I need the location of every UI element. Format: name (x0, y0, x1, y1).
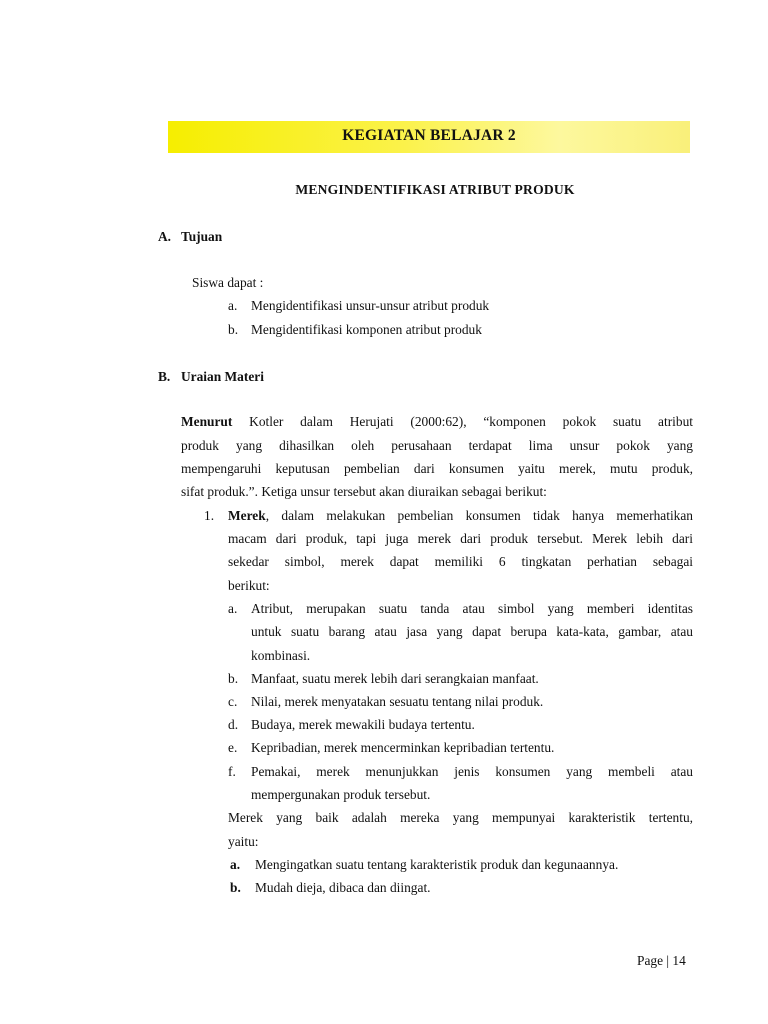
section-a-heading: Tujuan (181, 229, 223, 244)
objective-marker: b. (228, 322, 239, 337)
subitem-line: mempergunakan produk tersebut. (251, 787, 431, 802)
chapter-banner (168, 121, 690, 153)
objective-intro: Siswa dapat : (192, 275, 264, 290)
list-line: Merek, dalam melakukan pembelian konsumen tidak hanya memerhatikan (228, 508, 693, 523)
characteristic-item: Mengingatkan suatu tentang karakteristik produk dan kegunaannya. (255, 857, 619, 872)
paragraph-line: mempengaruhi keputusan pembelian dari konsumen yaitu merek, mutu produk, (181, 461, 693, 476)
subitem-marker: d. (228, 717, 239, 732)
subitem-line: untuk suatu barang atau jasa yang dapat berupa kata-kata, gambar, atau (251, 624, 693, 639)
subitem-marker: c. (228, 694, 238, 709)
paragraph-line: yaitu: (228, 834, 259, 849)
list-line: sekedar simbol, merek dapat memiliki 6 tingkatan perhatian sebagai (228, 554, 693, 569)
objective-marker: a. (228, 298, 238, 313)
characteristic-item: Mudah dieja, dibaca dan diingat. (255, 880, 431, 895)
section-subtitle: MENGINDENTIFIKASI ATRIBUT PRODUK (295, 182, 575, 197)
subitem-line: kombinasi. (251, 648, 311, 663)
subitem-line: Budaya, merek mewakili budaya tertentu. (251, 717, 475, 732)
paragraph-line: sifat produk.”. Ketiga unsur tersebut akan diuraikan sebagai berikut: (181, 484, 547, 499)
list-line: berikut: (228, 578, 270, 593)
chapter-title: KEGIATAN BELAJAR 2 (342, 127, 516, 144)
list-lead: Merek (228, 508, 266, 523)
paragraph-line: Merek yang baik adalah mereka yang mempunyai karakteristik tertentu, (228, 810, 693, 825)
paragraph-line: Menurut Kotler dalam Herujati (2000:62), “komponen pokok suatu atribut (181, 414, 693, 429)
page-number: Page | 14 (637, 953, 686, 968)
list-line: macam dari produk, tapi juga merek dari produk tersebut. Merek lebih dari (228, 531, 693, 546)
subitem-line: Kepribadian, merek mencerminkan kepribadian tertentu. (251, 740, 555, 755)
subitem-marker: f. (228, 764, 236, 779)
paragraph-lead: Menurut (181, 414, 233, 429)
characteristic-marker: b. (230, 880, 241, 895)
subitem-line: Manfaat, suatu merek lebih dari serangkaian manfaat. (251, 671, 539, 686)
subitem-line: Nilai, merek menyatakan sesuatu tentang nilai produk. (251, 694, 544, 709)
subitem-marker: b. (228, 671, 239, 686)
subitem-marker: a. (228, 601, 238, 616)
list-marker: 1. (204, 508, 215, 523)
subitem-line: Pemakai, merek menunjukkan jenis konsumen yang membeli atau (251, 764, 693, 779)
characteristic-marker: a. (230, 857, 241, 872)
subitem-marker: e. (228, 740, 238, 755)
objective-item: Mengidentifikasi unsur-unsur atribut produk (251, 298, 490, 313)
objective-item: Mengidentifikasi komponen atribut produk (251, 322, 482, 337)
section-a-label: A. (158, 229, 172, 244)
subitem-line: Atribut, merupakan suatu tanda atau simbol yang memberi identitas (251, 601, 693, 616)
section-b-label: B. (158, 369, 171, 384)
section-b-heading: Uraian Materi (181, 369, 264, 384)
paragraph-line: produk yang dihasilkan oleh perusahaan terdapat lima unsur pokok yang (181, 438, 693, 453)
